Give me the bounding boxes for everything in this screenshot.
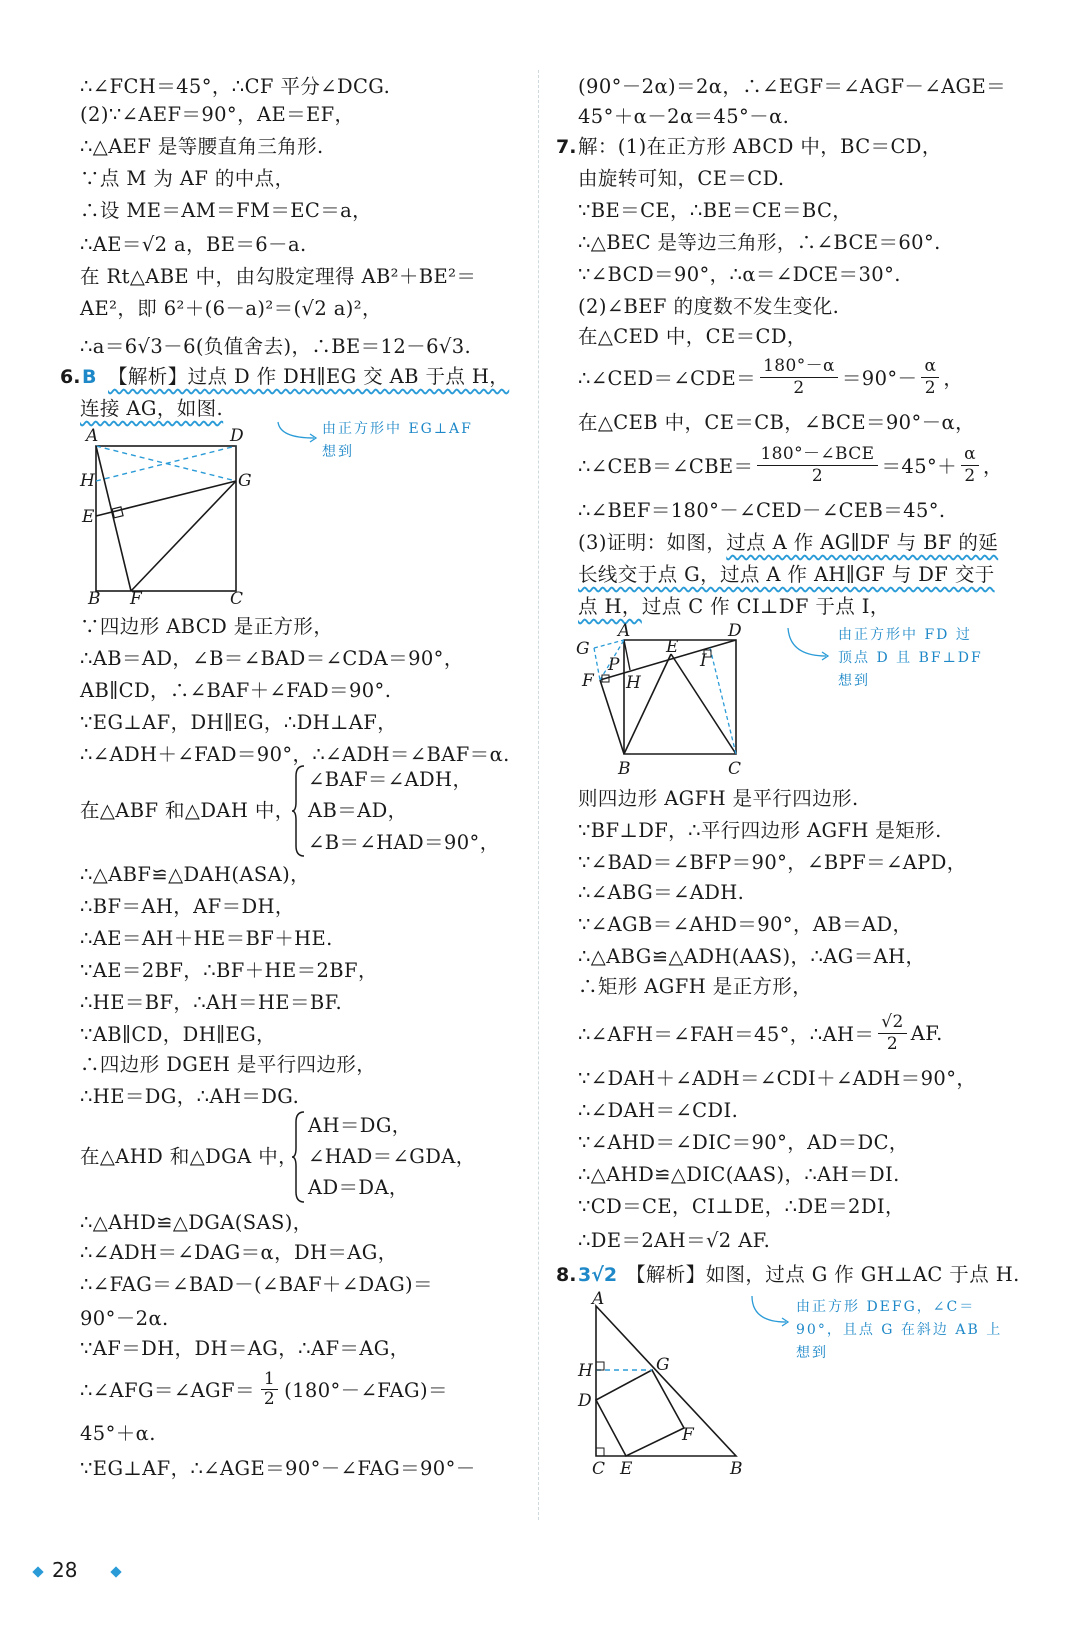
label-b: B xyxy=(88,589,101,608)
right-lines-line: ∴∠ABG＝∠ADH. xyxy=(578,881,745,904)
note-arrow-q7 xyxy=(782,624,842,668)
fraction-half-num: 1 xyxy=(261,1370,278,1390)
system1-prefix: 在△ABF 和△DAH 中， xyxy=(80,799,295,822)
fraction-ced-1 xyxy=(760,356,838,399)
system1-row2: AB＝AD， xyxy=(308,799,408,822)
right-lines-line: ∵CD＝CE，CI⊥DE，∴DE＝2DI， xyxy=(578,1195,905,1218)
note-q8-line3: 想到 xyxy=(796,1345,828,1361)
right-lines-line: ∴△BEC 是等边三角形，∴∠BCE＝60°. xyxy=(578,231,941,254)
proof3-line2-a: 长线交于点 G，过点 A 作 AH∥GF 与 DF 交于 xyxy=(578,563,995,586)
question-6-answer: B xyxy=(82,366,97,388)
system1-row3: ∠B＝∠HAD＝90°， xyxy=(308,831,500,854)
fraction-afh-num: √2 xyxy=(878,1012,906,1034)
label-f: F xyxy=(130,589,142,608)
right-lines-line: ∵∠DAH＋∠ADH＝∠CDI＋∠ADH＝90°， xyxy=(578,1067,977,1090)
left-lines-line: ∴设 ME＝AM＝FM＝EC＝a， xyxy=(80,199,373,222)
fraction-line-ceb-mid: ＝45°＋ xyxy=(881,455,958,478)
fraction-line-ced-mid: ＝90°－ xyxy=(841,367,918,390)
right-lines-line: ∵BF⊥DF，∴平行四边形 AGFH 是矩形. xyxy=(578,819,942,842)
system2-row2: ∠HAD＝∠GDA， xyxy=(308,1145,476,1168)
fraction-ced-1-den: 2 xyxy=(793,377,805,398)
left-lines-line: AB∥CD，∴∠BAF＋∠FAD＝90°. xyxy=(80,679,392,702)
left-lines-line: ∵四边形 ABCD 是正方形， xyxy=(80,615,334,638)
label-a: A xyxy=(618,621,631,641)
left-lines-line: 90°－2α. xyxy=(80,1307,169,1330)
right-lines-line: 在△CED 中，CE＝CD， xyxy=(578,325,807,348)
question-7-number: 7. xyxy=(556,136,577,158)
figure-square-abcd xyxy=(72,424,268,608)
label-g: G xyxy=(238,471,252,491)
label-e: E xyxy=(620,1459,633,1479)
right-lines-line: 则四边形 AGFH 是平行四边形. xyxy=(578,787,859,810)
label-c: C xyxy=(230,589,244,608)
system2-row3: AD＝DA， xyxy=(308,1176,409,1199)
fraction-line-ceb-pre: ∴∠CEB＝∠CBE＝ xyxy=(578,455,754,478)
label-e: E xyxy=(666,637,679,657)
label-g: G xyxy=(656,1355,670,1375)
fraction-ceb-2-num: α xyxy=(961,444,979,466)
proof3-line3-a: 点 H， xyxy=(578,595,642,618)
note-q7-line3: 想到 xyxy=(838,673,870,689)
label-h: H xyxy=(80,471,95,491)
left-lines-line: ∵AB∥CD，DH∥EG， xyxy=(80,1023,277,1046)
footer-left-diamond-icon xyxy=(32,1566,43,1577)
fraction-line-ced-pre: ∴∠CED＝∠CDE＝ xyxy=(578,367,757,390)
note-q8-line2: 90°，且点 G 在斜边 AB 上 xyxy=(796,1322,1003,1338)
left-lines-line: ∵AE＝2BF，∴BF＋HE＝2BF， xyxy=(80,959,378,982)
left-lines-line: ∴HE＝BF，∴AH＝HE＝BF. xyxy=(80,991,343,1014)
system2-prefix: 在△AHD 和△DGA 中， xyxy=(80,1145,299,1168)
left-lines-line: ∵AF＝DH，DH＝AG，∴AF＝AG， xyxy=(80,1337,410,1360)
left-lines-line: ∴△ABF≌△DAH(ASA)， xyxy=(80,863,311,886)
label-c: C xyxy=(592,1459,606,1479)
proof3-line3-b: 过点 C 作 CI⊥DF 于点 I， xyxy=(641,595,890,618)
right-lines-line: ∴△AHD≌△DIC(AAS)，∴AH＝DI. xyxy=(578,1163,900,1186)
left-lines-line: ∵点 M 为 AF 的中点， xyxy=(80,167,295,190)
footer-right-diamond-icon xyxy=(110,1566,121,1577)
right-lines-line: (90°－2α)＝2α，∴∠EGF＝∠AGF－∠AGE＝ xyxy=(578,75,1007,98)
left-lines-line: ∴∠ADH＋∠FAD＝90°，∴∠ADH＝∠BAF＝α. xyxy=(80,743,510,766)
right-lines-line: ∴矩形 AGFH 是正方形， xyxy=(578,975,813,998)
question-7-line1: 解：(1)在正方形 ABCD 中，BC＝CD， xyxy=(578,135,942,158)
page-number: 28 xyxy=(52,1558,78,1582)
note-q6 xyxy=(322,418,473,464)
left-lines-line: ∴AB＝AD，∠B＝∠BAD＝∠CDA＝90°， xyxy=(80,647,464,670)
label-p: P xyxy=(608,655,620,675)
fraction-line-ceb xyxy=(578,440,1003,490)
fraction-line-afg xyxy=(80,1367,448,1411)
fraction-ceb-1 xyxy=(757,444,877,487)
label-e: E xyxy=(82,507,95,527)
fraction-line-afh-pre: ∴∠AFH＝∠FAH＝45°，∴AH＝ xyxy=(578,1023,875,1046)
system2-row1: AH＝DG， xyxy=(308,1114,412,1137)
left-lines-line: ∴∠FAG＝∠BAD－(∠BAF＋∠DAG)＝ xyxy=(80,1273,433,1296)
label-f: F xyxy=(582,671,594,691)
figure-right-triangle xyxy=(572,1290,752,1480)
proof3-line1-a: (3)证明：如图， xyxy=(578,531,727,554)
left-lines-line: ∴四边形 DGEH 是平行四边形， xyxy=(80,1053,377,1076)
question-6-number: 6. xyxy=(60,366,81,388)
label-f: F xyxy=(682,1425,694,1445)
fraction-line-ced-post: ， xyxy=(943,367,964,390)
fraction-line-afg-cont: 45°＋α. xyxy=(80,1422,156,1445)
fraction-ced-2-den: 2 xyxy=(924,377,937,398)
proof3-line1-b: 过点 A 作 AG∥DF 与 BF 的延 xyxy=(726,531,999,554)
fraction-ceb-1-num: 180°－∠BCE xyxy=(757,444,877,466)
system2-brace xyxy=(292,1110,306,1204)
right-lines-line: ∵∠BCD＝90°，∴α＝∠DCE＝30°. xyxy=(578,263,901,286)
left-lines-line: ∴∠FCH＝45°，∴CF 平分∠DCG. xyxy=(80,75,391,98)
column-divider xyxy=(538,70,539,1520)
left-lines-line: ∴AE＝√2 a，BE＝6－a. xyxy=(80,233,307,256)
label-c: C xyxy=(728,759,742,779)
left-lines-line: ∴a＝6√3－6(负值舍去)，∴BE＝12－6√3. xyxy=(80,335,472,358)
question-8-number: 8. xyxy=(556,1264,577,1286)
note-q6-line1: 由正方形中 EG⊥AF xyxy=(322,421,473,437)
right-lines-line: ∵∠BAD＝∠BFP＝90°，∠BPF＝∠APD， xyxy=(578,851,967,874)
fraction-half xyxy=(261,1370,278,1409)
left-lines-line: (2)∵∠AEF＝90°，AE＝EF， xyxy=(80,103,355,126)
note-q7-line2: 顶点 D 且 BF⊥DF xyxy=(838,650,983,666)
label-d: D xyxy=(578,1391,592,1411)
fraction-line-afg-pre: ∴∠AFG＝∠AGF＝ xyxy=(80,1379,255,1402)
fraction-half-den: 2 xyxy=(263,1388,276,1409)
label-i: I xyxy=(700,651,707,671)
left-lines-line: ∵EG⊥AF，∴∠AGE＝90°－∠FAG＝90°－ xyxy=(80,1457,476,1480)
question-8-line1: 【解析】如图，过点 G 作 GH⊥AC 于点 H. xyxy=(626,1263,1020,1286)
right-lines-line: ∵∠AGB＝∠AHD＝90°，AB＝AD， xyxy=(578,913,913,936)
note-q8-line1: 由正方形 DEFG，∠C＝ xyxy=(796,1299,976,1315)
note-q8 xyxy=(796,1296,1002,1365)
fraction-afh xyxy=(878,1012,906,1055)
left-lines-line: ∴AE＝AH＋HE＝BF＋HE. xyxy=(80,927,333,950)
left-lines-line: ∴∠ADH＝∠DAG＝α，DH＝AG， xyxy=(80,1241,398,1264)
proof3-line2 xyxy=(578,562,995,588)
system1-brace xyxy=(292,764,306,858)
label-a: A xyxy=(592,1290,605,1309)
label-b: B xyxy=(618,759,631,779)
note-arrow-q8 xyxy=(746,1292,798,1336)
label-b: B xyxy=(730,1459,743,1479)
right-lines-line: (2)∠BEF 的度数不发生变化. xyxy=(578,295,840,318)
fraction-line-afg-post: (180°－∠FAG)＝ xyxy=(284,1379,448,1402)
right-lines-line: ∴DE＝2AH＝√2 AF. xyxy=(578,1229,771,1252)
left-lines-line: ∵EG⊥AF，DH∥EG，∴DH⊥AF， xyxy=(80,711,398,734)
note-arrow-q6 xyxy=(270,418,326,458)
proof3-line1 xyxy=(578,530,998,556)
fraction-line-afh-post: AF. xyxy=(910,1021,943,1045)
question-8-answer: 3√2 xyxy=(578,1264,618,1286)
fraction-ceb-1-den: 2 xyxy=(811,465,824,486)
right-lines-line: 45°＋α－2α＝45°－α. xyxy=(578,105,790,128)
left-lines-line: ∴△AHD≌△DGA(SAS)， xyxy=(80,1211,313,1234)
left-lines-line: ∴△AEF 是等腰直角三角形. xyxy=(80,135,324,158)
note-q7-line1: 由正方形中 FD 过 xyxy=(838,627,972,643)
figure-rotated-square xyxy=(570,620,770,780)
fraction-afh-den: 2 xyxy=(886,1033,899,1054)
note-q6-line2: 想到 xyxy=(322,444,354,460)
fraction-line-ced xyxy=(578,352,963,402)
label-a: A xyxy=(86,426,99,446)
label-d: D xyxy=(728,621,742,641)
right-lines-line: ∴△ABG≌△ADH(AAS)，∴AG＝AH， xyxy=(578,945,926,968)
fraction-line-afh xyxy=(578,1008,943,1058)
note-q7 xyxy=(838,624,983,693)
left-lines-line: 在 Rt△ABE 中，由勾股定理得 AB²＋BE²＝ xyxy=(80,265,477,288)
left-lines-line: ∴BF＝AH，AF＝DH， xyxy=(80,895,295,918)
right-lines-line: ∵∠AHD＝∠DIC＝90°，AD＝DC， xyxy=(578,1131,909,1154)
label-h: H xyxy=(626,673,641,693)
right-lines-line: 由旋转可知，CE＝CD. xyxy=(578,167,785,190)
fraction-line-ceb-post: ， xyxy=(982,455,1003,478)
label-g: G xyxy=(576,639,590,659)
right-lines-line: ∵BE＝CE，∴BE＝CE＝BC， xyxy=(578,199,853,222)
right-lines-line: ∴∠BEF＝180°－∠CED－∠CEB＝45°. xyxy=(578,499,946,522)
label-h: H xyxy=(578,1361,593,1381)
right-lines-line: ∴∠DAH＝∠CDI. xyxy=(578,1099,739,1122)
label-d: D xyxy=(230,426,244,446)
system1-row1: ∠BAF＝∠ADH， xyxy=(308,768,473,791)
question-6-analysis-line1: 【解析】过点 D 作 DH∥EG 交 AB 于点 H， xyxy=(108,365,510,388)
left-lines-line: AE²，即 6²＋(6－a)²＝(√2 a)²， xyxy=(80,297,382,320)
proof3-line3 xyxy=(578,594,890,620)
fraction-ceb-2-den: 2 xyxy=(964,465,976,486)
fraction-ced-2 xyxy=(921,356,939,399)
fraction-ced-2-num: α xyxy=(921,356,939,378)
right-lines-line: 在△CEB 中，CE＝CB，∠BCE＝90°－α， xyxy=(578,411,976,434)
question-6-analysis-line2: 连接 AG，如图. xyxy=(80,397,224,420)
left-lines-line: ∴HE＝DG，∴AH＝DG. xyxy=(80,1085,300,1108)
fraction-ced-1-num: 180°－α xyxy=(760,356,838,378)
fraction-ceb-2 xyxy=(961,444,979,487)
